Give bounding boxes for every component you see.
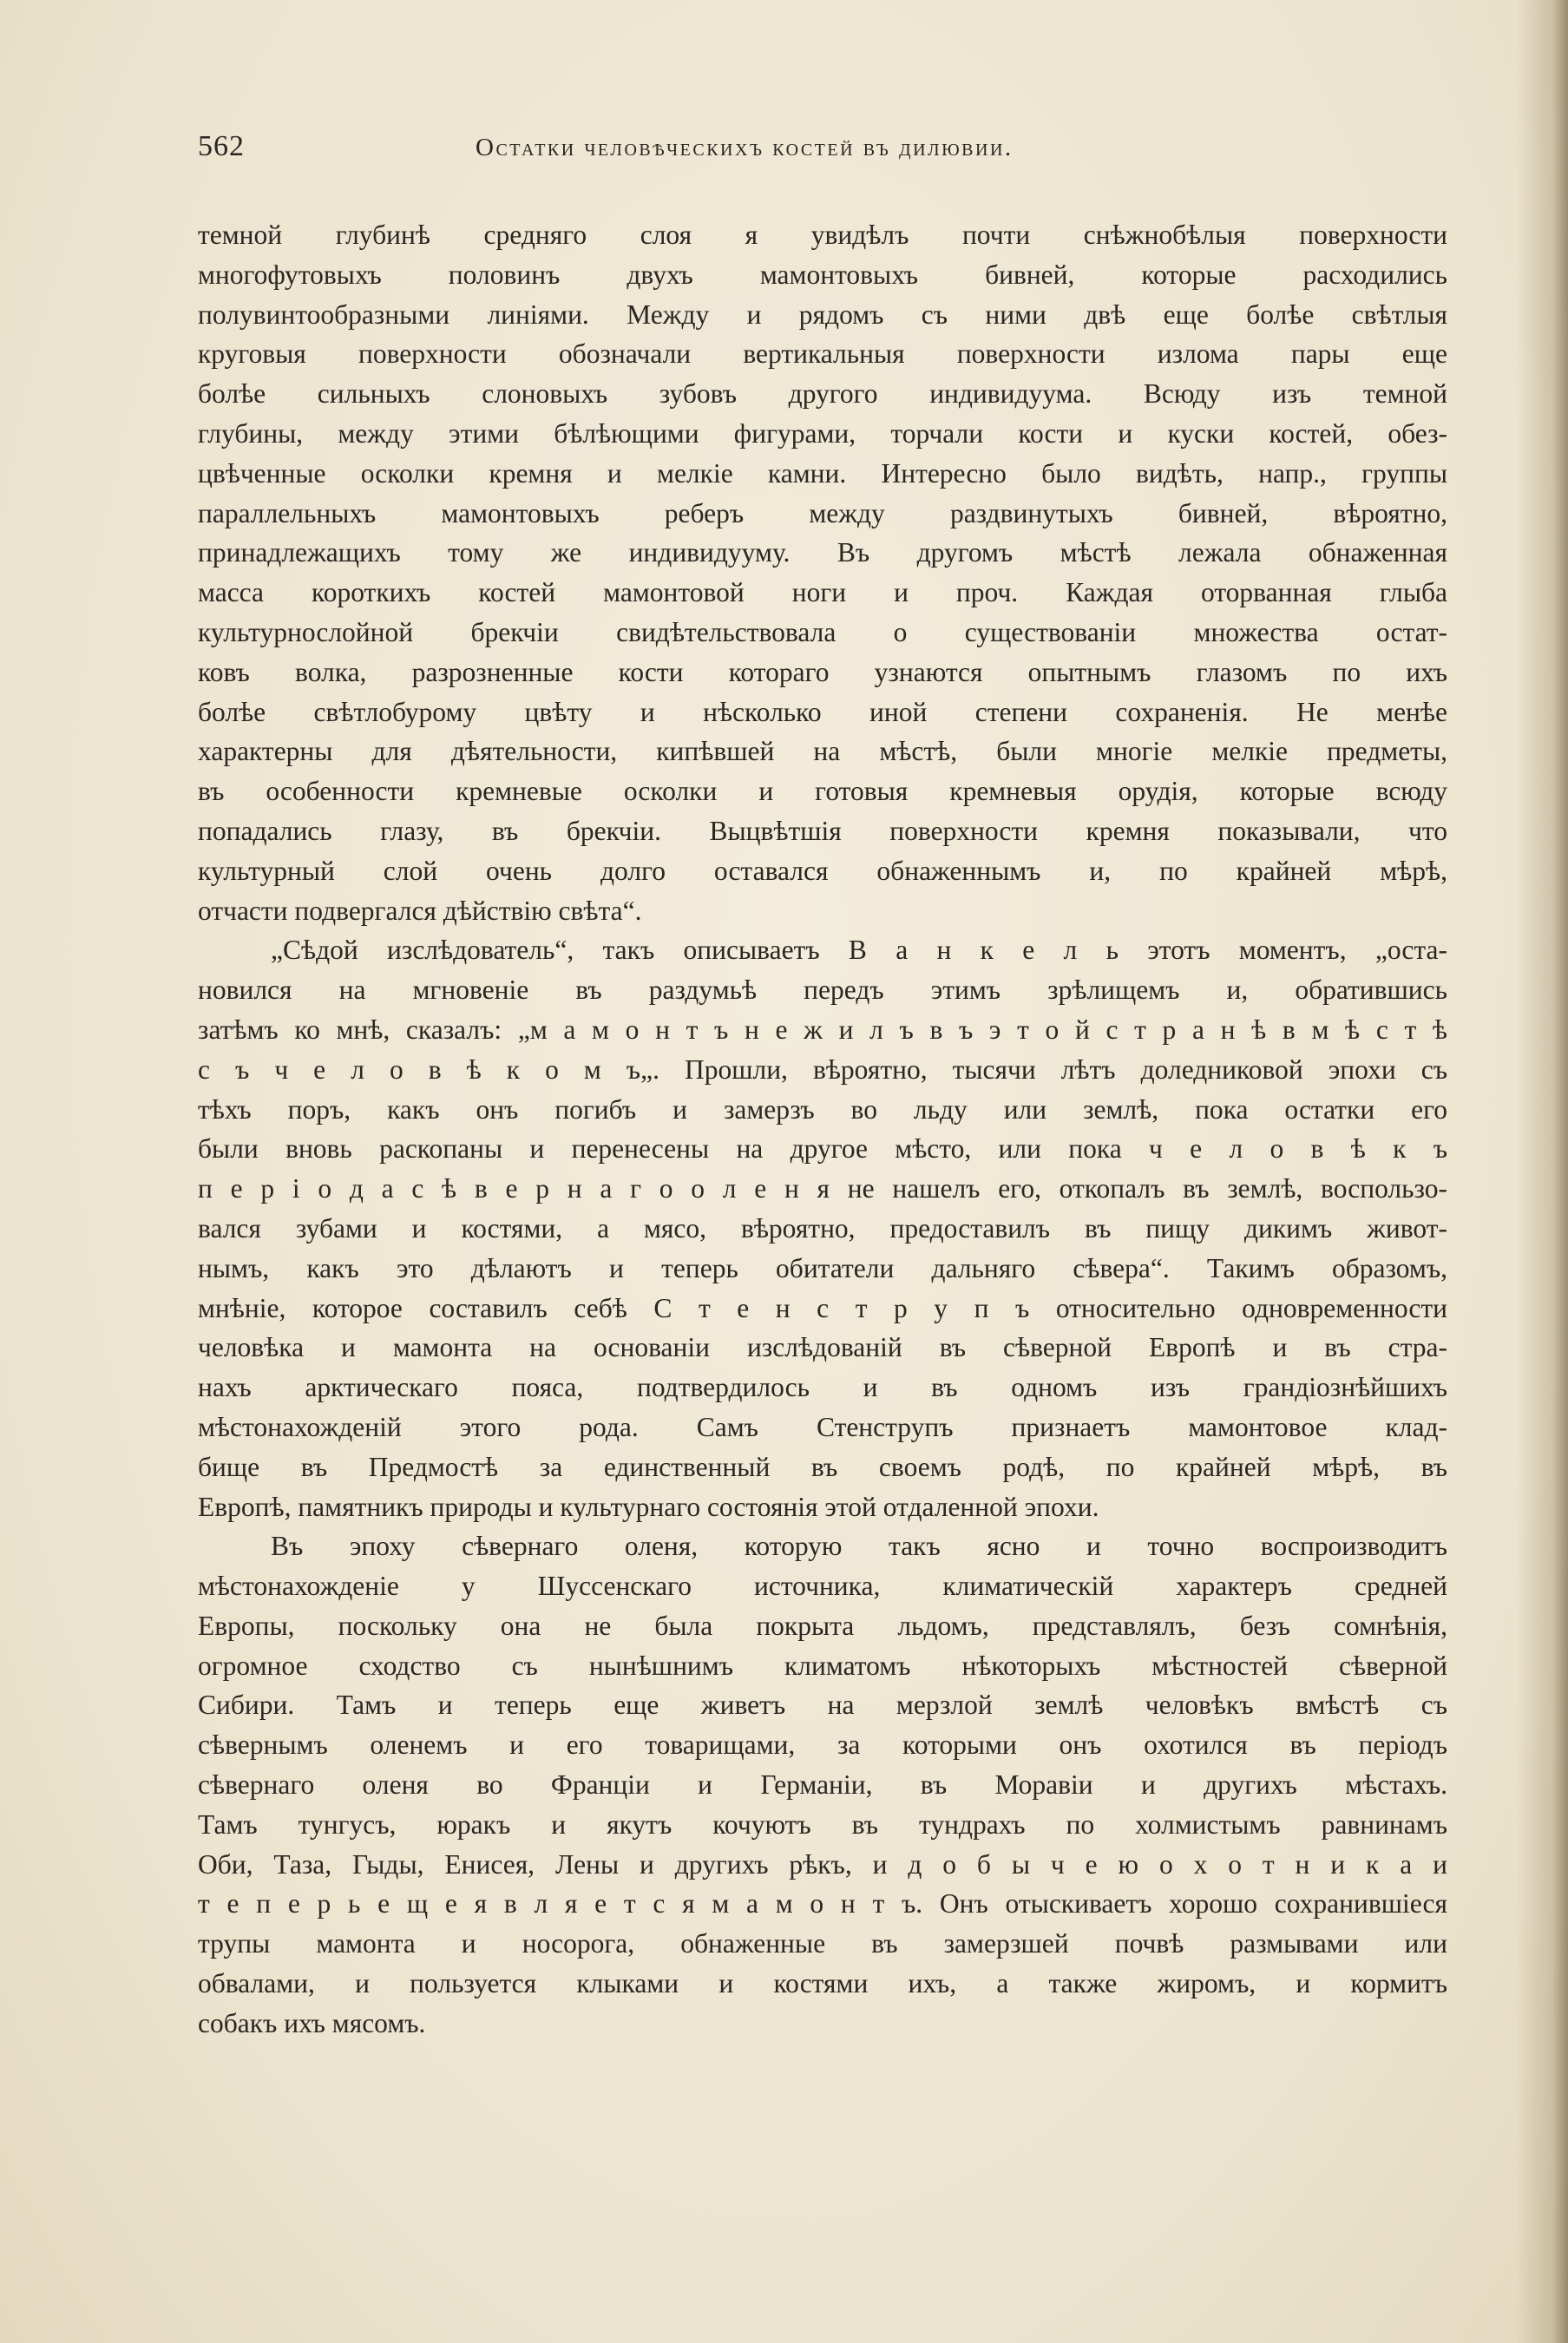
text-line: новился на мгновеніе въ раздумьѣ передъ этимъ зрѣлищемъ и, обратившись bbox=[198, 975, 1447, 1006]
text-line: въ особенности кремневые осколки и готовыя кремневыя орудія, которые всюду bbox=[198, 776, 1447, 807]
text-line: Европѣ, памятникъ природы и культурнаго состоянія этой отдаленной эпохи. bbox=[198, 1491, 1099, 1522]
text-line: параллельныхъ мамонтовыхъ реберъ между раздвинутыхъ бивней, вѣроятно, bbox=[198, 497, 1447, 528]
text-line: глубины, между этими бѣлѣющими фигурами, торчали кости и куски костей, обез- bbox=[198, 417, 1447, 449]
running-head: Остатки человѣческихъ костей въ дилювии. bbox=[476, 134, 1014, 161]
text-line: темной глубинѣ средняго слоя я увидѣлъ почти снѣжнобѣлыя поверхности bbox=[198, 220, 1447, 250]
text-line: болѣе свѣтлобурому цвѣту и нѣсколько иной степени сохраненія. Не менѣе bbox=[198, 696, 1447, 727]
text-line: мнѣніе, которое составилъ себѣ С т е н с т р у п ъ относительно одновременности bbox=[198, 1292, 1447, 1323]
text-line: тѣхъ поръ, какъ онъ погибъ и замерзъ во льду или землѣ, пока остатки его bbox=[198, 1093, 1447, 1125]
text-line: сѣвернаго оленя во Франціи и Германіи, въ Моравіи и другихъ мѣстахъ. bbox=[198, 1769, 1447, 1801]
text-line: Европы, поскольку она не была покрыта льдомъ, представлялъ, безъ сомнѣнія, bbox=[198, 1610, 1447, 1641]
text-line: полувинтообразными линіями. Между и рядомъ съ ними двѣ еще болѣе свѣтлыя bbox=[198, 299, 1447, 330]
text-line: бище въ Предмостѣ за единственный въ своемъ родѣ, по крайней мѣрѣ, въ bbox=[198, 1451, 1447, 1482]
text-line: болѣе сильныхъ слоновыхъ зубовъ другого индивидуума. Всюду изъ темной bbox=[198, 378, 1447, 410]
text-line: попадались глазу, въ брекчіи. Выцвѣтшія поверхности кремня показывали, что bbox=[198, 815, 1447, 846]
text-line: „Сѣдой изслѣдователь“, такъ описываетъ В а н к е л ь этотъ моментъ, „оста- bbox=[271, 935, 1447, 966]
text-line: вался зубами и костями, а мясо, вѣроятно, предоставилъ въ пищу дикимъ живот- bbox=[198, 1212, 1447, 1244]
text-line: нымъ, какъ это дѣлаютъ и теперь обитатели дальняго сѣвера“. Такимъ образомъ, bbox=[198, 1252, 1447, 1283]
text-line: п е р і о д а с ѣ в е р н а г о о л е н я не нашелъ его, откопалъ въ землѣ, воспользо- bbox=[198, 1173, 1447, 1204]
text-line: круговыя поверхности обозначали вертикальныя поверхности излома пары еще bbox=[198, 338, 1447, 370]
text-line: культурнослойной брекчіи свидѣтельствовала о существованіи множества остат- bbox=[198, 616, 1447, 647]
page-edge-shadow bbox=[1516, 0, 1568, 2343]
text-line: сѣвернымъ оленемъ и его товарищами, за которыми онъ охотился въ періодъ bbox=[198, 1729, 1447, 1761]
text-line: обвалами, и пользуется клыками и костями ихъ, а также жиромъ, и кормитъ bbox=[198, 1968, 1447, 1999]
page-number: 562 bbox=[198, 130, 245, 162]
text-line: т е п е р ь е щ е я в л я е т с я м а м о н т ъ. Онъ отыскиваетъ хорошо сохранившіеся bbox=[198, 1888, 1447, 1920]
text-line: Въ эпоху сѣвернаго оленя, которую такъ ясно и точно воспроизводитъ bbox=[271, 1531, 1447, 1562]
text-line: человѣка и мамонта на основаніи изслѣдованій въ сѣверной Европѣ и въ стра- bbox=[198, 1332, 1447, 1363]
text-line: характерны для дѣятельности, кипѣвшей на мѣстѣ, были многіе мелкіе предметы, bbox=[198, 736, 1447, 767]
text-line: Оби, Таза, Гыды, Енисея, Лены и другихъ рѣкъ, и д о б ы ч е ю о х о т н и к а и bbox=[198, 1848, 1447, 1880]
text-line: были вновь раскопаны и перенесены на другое мѣсто, или пока ч е л о в ѣ к ъ bbox=[198, 1133, 1447, 1165]
text-line: ковъ волка, разрозненные кости котораго узнаются опытнымъ глазомъ по ихъ bbox=[198, 656, 1447, 687]
text-line: масса короткихъ костей мамонтовой ноги и проч. Каждая оторванная глыба bbox=[198, 577, 1447, 608]
text-line: культурный слой очень долго оставался обнаженнымъ и, по крайней мѣрѣ, bbox=[198, 855, 1447, 886]
text-line: затѣмъ ко мнѣ, сказалъ: „м а м о н т ъ н е ж и л ъ в ъ э т о й с т р а н ѣ в м ѣ с т ѣ bbox=[198, 1014, 1447, 1045]
text-line: принадлежащихъ тому же индивидууму. Въ другомъ мѣстѣ лежала обнаженная bbox=[198, 537, 1447, 568]
body-text bbox=[198, 215, 1447, 2044]
text-line: мѣстонахожденій этого рода. Самъ Стенструпъ признаетъ мамонтовое клад- bbox=[198, 1411, 1447, 1442]
text-line: Сибири. Тамъ и теперь еще живетъ на мерзлой землѣ человѣкъ вмѣстѣ съ bbox=[198, 1690, 1447, 1721]
text-line: с ъ ч е л о в ѣ к о м ъ„. Прошли, вѣроятно, тысячи лѣтъ доледниковой эпохи съ bbox=[198, 1053, 1447, 1085]
text-line: собакъ ихъ мясомъ. bbox=[198, 2007, 426, 2038]
text-line: Тамъ тунгусъ, юракъ и якутъ кочуютъ въ тундрахъ по холмистымъ равнинамъ bbox=[198, 1808, 1447, 1840]
text-line: нахъ арктическаго пояса, подтвердилось и въ одномъ изъ грандіознѣйшихъ bbox=[198, 1372, 1447, 1403]
text-line: огромное сходство съ нынѣшнимъ климатомъ нѣкоторыхъ мѣстностей сѣверной bbox=[198, 1650, 1447, 1681]
text-line: отчасти подвергался дѣйствію свѣта“. bbox=[198, 895, 642, 926]
text-line: многофутовыхъ половинъ двухъ мамонтовыхъ бивней, которые расходились bbox=[198, 259, 1447, 290]
text-line: мѣстонахожденіе у Шуссенскаго источника, климатическій характеръ средней bbox=[198, 1571, 1447, 1602]
text-line: трупы мамонта и носорога, обнаженные въ замерзшей почвѣ размывами или bbox=[198, 1928, 1447, 1959]
page-header bbox=[198, 130, 1447, 168]
text-line: цвѣченные осколки кремня и мелкіе камни. Интересно было видѣть, напр., группы bbox=[198, 457, 1447, 489]
